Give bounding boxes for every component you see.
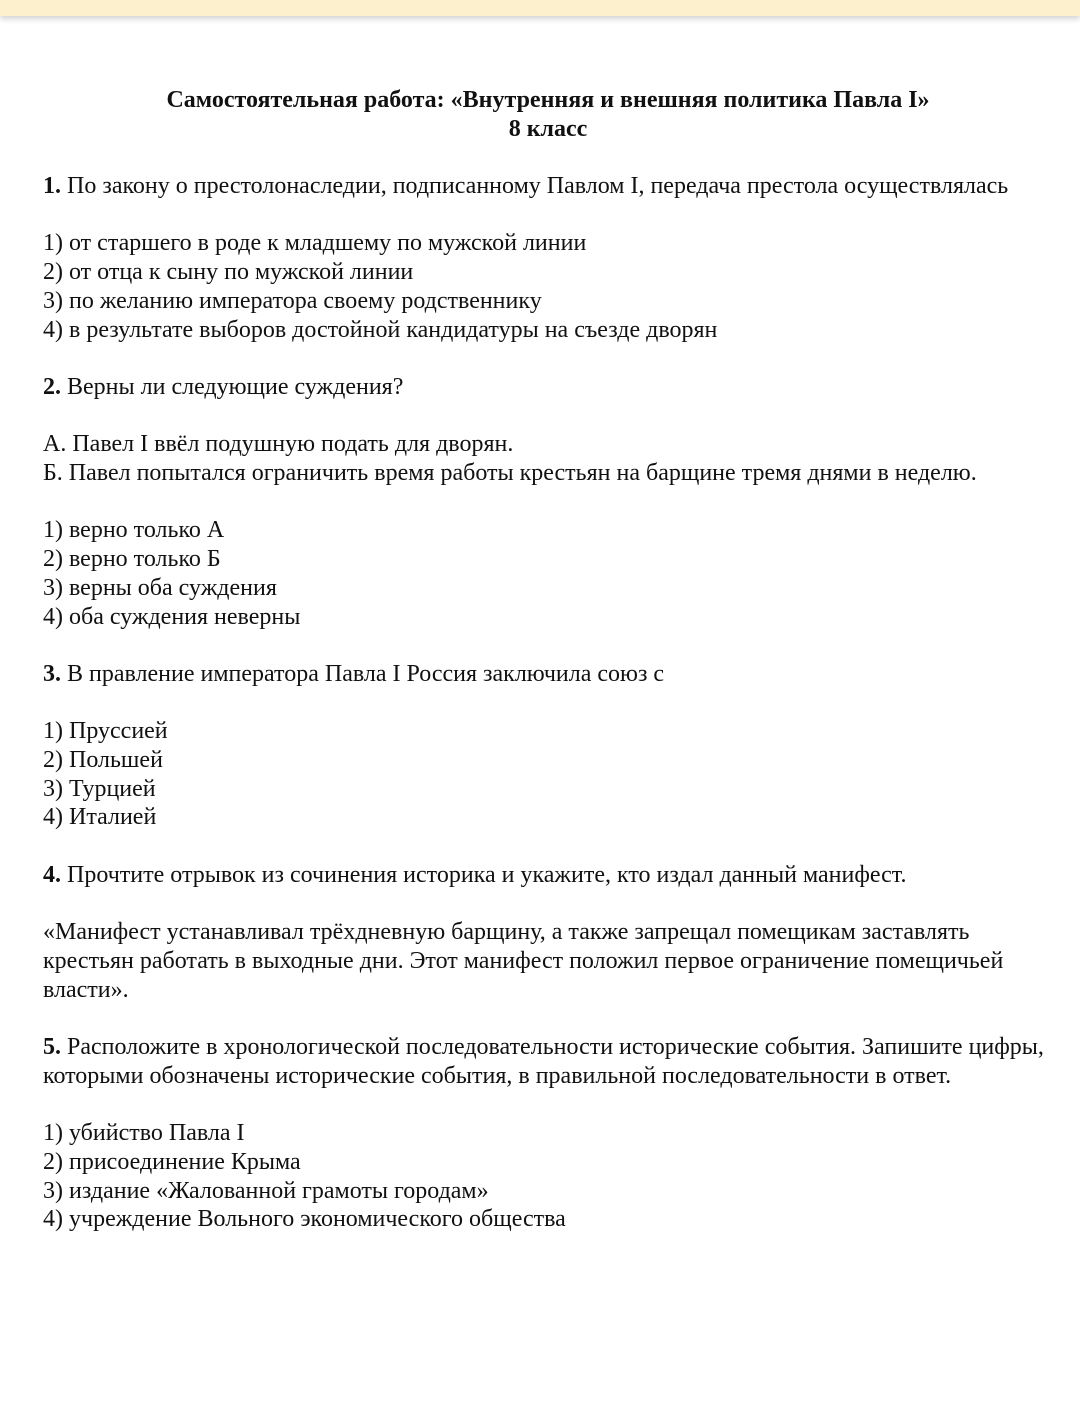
- option: 2) присоединение Крыма: [43, 1148, 301, 1175]
- document-page: [43, 86, 1053, 1263]
- option: 4) в результате выборов достойной кандидатуры на съезде дворян: [43, 316, 718, 343]
- question-5: [43, 1033, 1053, 1090]
- option: 2) Польшей: [43, 747, 163, 774]
- question-number: 2.: [43, 373, 61, 400]
- option: 1) Пруссией: [43, 718, 168, 745]
- question-text: Верны ли следующие суждения?: [67, 373, 404, 400]
- title: Самостоятельная работа: «Внутренняя и внешняя политика Павла I»: [166, 87, 930, 113]
- option: 3) верны оба суждения: [43, 574, 277, 601]
- question-number: 3.: [43, 660, 61, 687]
- option: 3) по желанию императора своему родственнику: [43, 287, 542, 314]
- document-title: [43, 86, 1053, 143]
- question-2: [43, 373, 1053, 402]
- question-text: В правление императора Павла I Россия заключила союз с: [67, 660, 665, 687]
- question-3: [43, 660, 1053, 689]
- option: 3) Турцией: [43, 775, 156, 802]
- question-2-options: [43, 516, 1053, 631]
- question-number: 1.: [43, 173, 61, 200]
- question-1-options: [43, 229, 1053, 344]
- question-text: Расположите в хронологической последовательности исторические события. Запишите цифры, которыми обозначены исторические события, в правильной последовательности в ответ.: [43, 1034, 1044, 1089]
- question-number: 4.: [43, 861, 61, 888]
- option: 1) убийство Павла I: [43, 1120, 245, 1147]
- question-1: [43, 172, 1053, 201]
- question-5-options: [43, 1119, 1053, 1234]
- option: 2) от отца к сыну по мужской линии: [43, 259, 414, 286]
- option: 1) от старшего в роде к младшему по мужской линии: [43, 230, 587, 257]
- option: 1) верно только А: [43, 517, 225, 544]
- option: 4) оба суждения неверны: [43, 603, 301, 630]
- question-text: Прочтите отрывок из сочинения историка и укажите, кто издал данный манифест.: [67, 861, 907, 888]
- subtitle: 8 класс: [508, 115, 588, 142]
- statement: Б. Павел попытался ограничить время работы крестьян на барщине тремя днями в неделю.: [43, 460, 977, 487]
- option: 3) издание «Жалованной грамоты городам»: [43, 1177, 489, 1204]
- top-bar: [0, 0, 1080, 16]
- option: 2) верно только Б: [43, 546, 221, 573]
- question-4: [43, 861, 1053, 890]
- question-2-statements: [43, 430, 1053, 487]
- question-4-quote: «Манифест устанавливал трёхдневную барщину, а также запрещал помещикам заставлять крестьян работать в выходные дни. Этот манифест положил первое ограничение помещичьей власти».: [43, 919, 1004, 1003]
- statement: А. Павел I ввёл подушную подать для дворян.: [43, 431, 514, 458]
- option: 4) Италией: [43, 804, 157, 831]
- option: 4) учреждение Вольного экономического общества: [43, 1206, 566, 1233]
- question-number: 5.: [43, 1034, 61, 1061]
- question-3-options: [43, 717, 1053, 832]
- question-text: По закону о престолонаследии, подписанному Павлом I, передача престола осуществлялась: [67, 173, 1009, 200]
